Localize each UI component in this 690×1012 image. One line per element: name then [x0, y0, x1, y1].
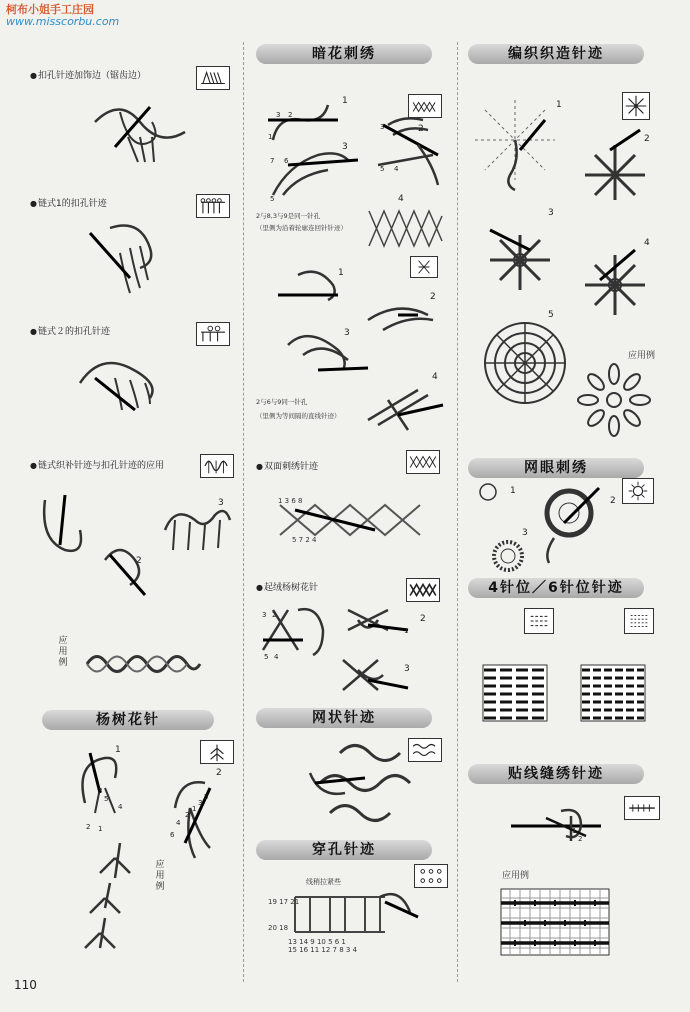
- step-number: 2: [216, 768, 222, 778]
- stitch-icon-eyelet: [622, 478, 654, 504]
- step-number: 4: [432, 372, 438, 382]
- banner-net-stitch: 网状针迹: [256, 708, 432, 728]
- pierce-top-numbers: 19 17 21: [268, 898, 300, 906]
- banner-weave-stitch: 编织织造针迹: [468, 44, 644, 64]
- stitch-number: 3: [198, 799, 203, 807]
- application-example-label: 应用例: [502, 871, 530, 881]
- shadow-note: 2与6与9同一针孔: [256, 398, 308, 406]
- pierce-note: 线稍拉紧些: [306, 878, 341, 886]
- section-label-chain1: ● 链式1的扣孔针迹: [30, 198, 107, 210]
- diagram-flower-application: [574, 360, 654, 440]
- stitch-number: 2: [185, 811, 190, 819]
- diagram-pierce-stitch: [290, 892, 420, 937]
- stitch-number: 5: [380, 165, 385, 173]
- application-example-label: 应用例: [628, 351, 656, 361]
- stitch-icon-buttonhole-edge: [196, 66, 230, 90]
- diagram-couching-application: [500, 888, 610, 956]
- stitch-number: 3: [98, 787, 103, 795]
- step-number: 5: [548, 310, 554, 320]
- stitch-number: 5: [104, 795, 109, 803]
- step-number: 1: [510, 486, 516, 496]
- stitch-icon-pierce: [414, 864, 448, 888]
- stitch-number: 5: [270, 195, 275, 203]
- banner-poplar-stitch: 杨树花针: [42, 710, 214, 730]
- banner-eyelet: 网眼刺绣: [468, 458, 644, 478]
- diagram-buttonhole-edge: [90, 92, 200, 172]
- step-number: 2: [430, 292, 436, 302]
- stitch-number: 6: [284, 157, 289, 165]
- step-number: 4: [398, 194, 404, 204]
- step-number: 2: [644, 134, 650, 144]
- banner-pierce-stitch: 穿孔针迹: [256, 840, 432, 860]
- step-number: 4: [644, 238, 650, 248]
- site-watermark: [6, 4, 119, 28]
- section-label-double-herringbone: ● 双面刺绣针迹: [256, 461, 318, 473]
- banner-grid-stitch: 4针位／6针位针迹: [468, 578, 644, 598]
- stitch-icon-chain2: [196, 322, 230, 346]
- shadow-note: 2与8,3与9是同一针孔: [256, 212, 321, 220]
- step-number: 3: [404, 664, 410, 674]
- step-number: 2: [136, 556, 142, 566]
- diagram-shadow-steps-a: [258, 95, 448, 205]
- step-number: 2: [420, 614, 426, 624]
- stitch-number: 2: [272, 611, 277, 619]
- stitch-icon-grid-6: [624, 608, 654, 634]
- stitch-number: 1: [404, 627, 409, 635]
- step-number: 1: [338, 268, 344, 278]
- step-number: 3: [342, 142, 348, 152]
- diagram-grid-6-stitch: [580, 664, 646, 722]
- stitch-icon-grid-4: [524, 608, 554, 634]
- application-example-label: 应用例: [58, 636, 68, 668]
- stitch-number: 4: [394, 165, 399, 173]
- stitch-icon-double-herringbone: [406, 450, 440, 474]
- section-label-darning-buttonhole: ● 链式织补针迹与扣孔针迹的应用: [30, 460, 164, 472]
- page-number: 110: [14, 978, 37, 992]
- stitch-number: 1: [98, 825, 103, 833]
- section-label-chain2: ● 链式２的扣孔针迹: [30, 326, 110, 338]
- pierce-left-numbers: 20 18: [268, 924, 289, 932]
- step-number: 1: [342, 96, 348, 106]
- diagram-application-chain: [82, 644, 202, 684]
- stitch-icon-chain1: [196, 194, 230, 218]
- step-number: 3: [344, 328, 350, 338]
- step-number: 1: [556, 100, 562, 110]
- stitch-number: 3: [262, 611, 267, 619]
- banner-shadow-embroidery: 暗花刺绣: [256, 44, 432, 64]
- stitch-number: 4: [118, 803, 123, 811]
- step-number: 3: [218, 498, 224, 508]
- stitch-number: 1: [268, 133, 273, 141]
- diagram-grid-4-stitch: [482, 664, 548, 722]
- stitch-number: 5: [204, 793, 209, 801]
- pierce-bottom-row-1: 13 14 9 10 5 6 1: [288, 938, 346, 946]
- stitch-number: 7: [270, 157, 275, 165]
- step-number: 1: [115, 745, 121, 755]
- shadow-note: （里侧为沿着轮廓连回针针迹）: [256, 224, 347, 232]
- stitch-number: 4: [176, 819, 181, 827]
- step-number: 3: [522, 528, 528, 538]
- stitch-number: 6: [170, 831, 175, 839]
- banner-couching: 贴线缝绣针迹: [468, 764, 644, 784]
- section-label-buttonhole-edge: ● 扣孔针迹加饰边（锯齿边）: [30, 70, 146, 82]
- stitch-icon-couching: [624, 796, 660, 820]
- diagram-couching: [506, 806, 616, 856]
- stitch-number: 2: [86, 823, 91, 831]
- stitch-number: 1: [572, 827, 577, 835]
- diagram-shadow-crosshatch: [364, 206, 444, 251]
- stitch-number: 5: [264, 653, 269, 661]
- shadow-note: （里侧为等间隔的直线针迹）: [256, 412, 341, 420]
- diagram-spiderweb: [480, 318, 570, 408]
- step-number: 2: [418, 124, 424, 134]
- stitch-number: 3: [276, 111, 281, 119]
- diagram-darning-buttonhole: [35, 490, 235, 600]
- stitch-number: 2: [288, 111, 293, 119]
- stitch-icon-darning-buttonhole: [200, 454, 234, 478]
- site-name: 柯布小姐手工庄园: [6, 3, 94, 16]
- diagram-double-herringbone: [275, 500, 425, 540]
- diagram-poplar-stitch: [60, 748, 230, 968]
- site-url: www.misscorbu.com: [6, 15, 120, 28]
- stitch-number: 1: [192, 805, 197, 813]
- herringbone-bottom-numbers: 5 7 2 4: [292, 536, 317, 544]
- column-divider-left: [243, 42, 244, 982]
- diagram-net-stitch: [300, 738, 420, 828]
- herringbone-top-numbers: 1 3 6 8: [278, 497, 303, 505]
- pierce-bottom-row-2: 15 16 11 12 7 8 3 4: [288, 946, 358, 954]
- diagram-chain2: [70, 348, 180, 418]
- section-label-raised-herringbone: ● 起绒杨树花针: [256, 582, 318, 594]
- diagram-weave-steps: [470, 90, 670, 330]
- column-divider-right: [457, 42, 458, 982]
- step-number: 3: [548, 208, 554, 218]
- diagram-eyelet-steps: [474, 478, 624, 578]
- stitch-number: 4: [274, 653, 279, 661]
- stitch-number: 2: [578, 835, 583, 843]
- stitch-number: 3: [380, 123, 385, 131]
- diagram-chain1: [70, 218, 180, 303]
- step-number: 2: [610, 496, 616, 506]
- stitch-icon-raised-herringbone: [406, 578, 440, 602]
- application-example-label: 应用例: [155, 860, 165, 892]
